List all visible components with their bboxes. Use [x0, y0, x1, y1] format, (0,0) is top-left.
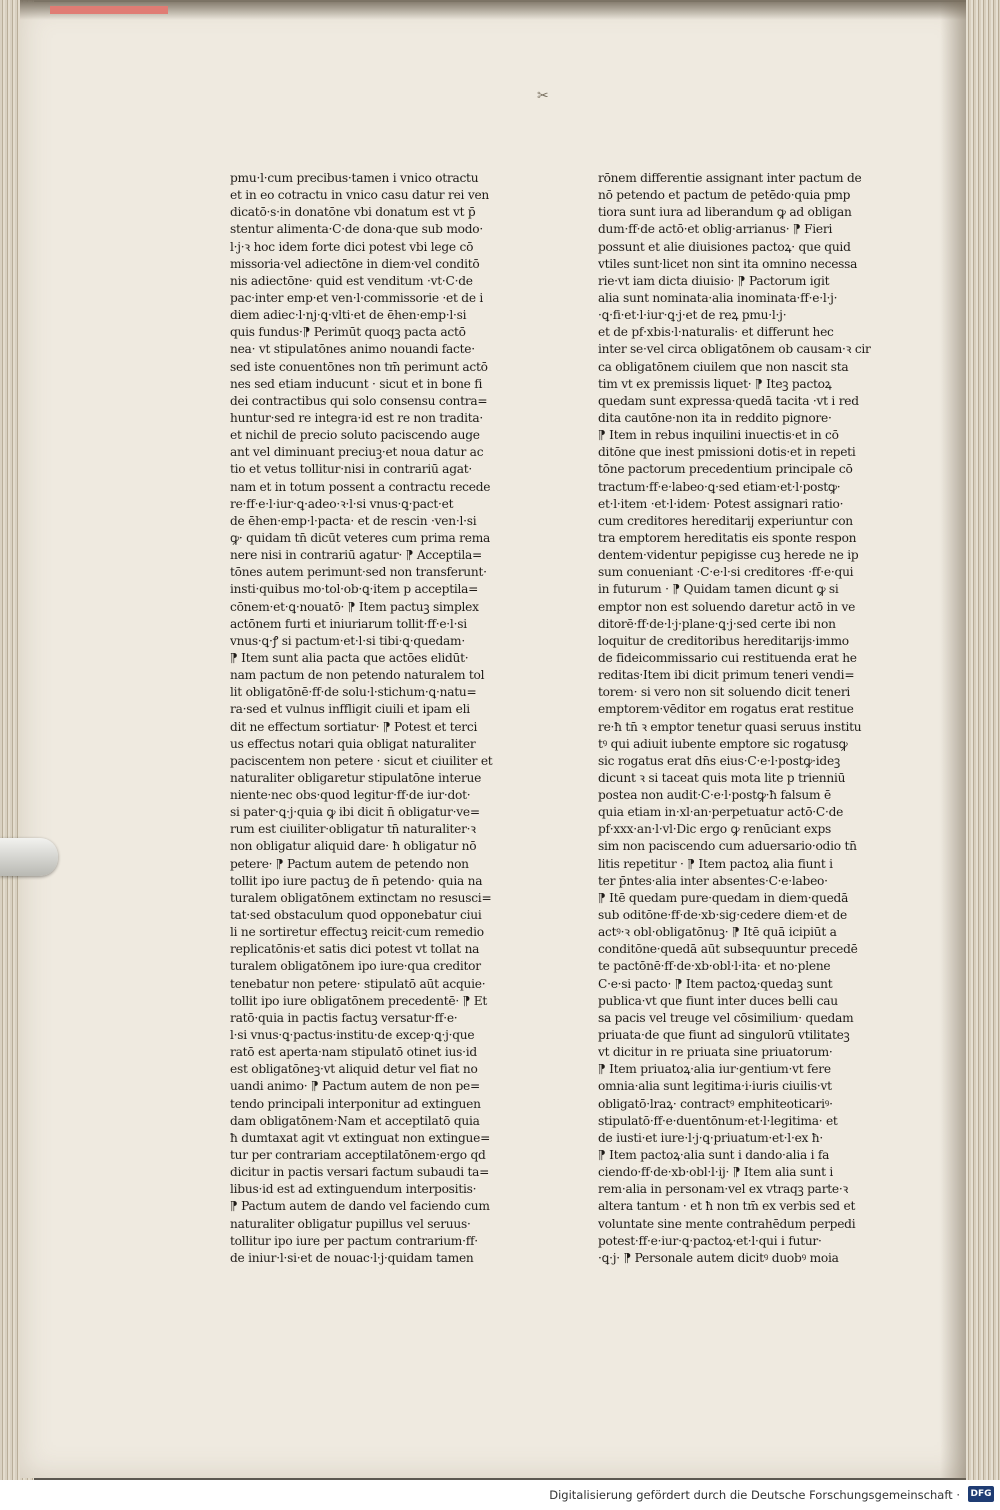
text-line: dum·ff·de actō·et oblig·arrianus· ⁋ Fieri	[598, 222, 833, 237]
text-line: pmu·l·cum precibus·tamen i vnico otractu	[230, 171, 479, 185]
text-line: nis adiectōne· quid est venditum ·vt·C·de	[230, 273, 473, 288]
text-line: possunt et alie diuisiones pactoꝝ· que quid	[598, 239, 851, 254]
text-line: pf·xxx·an·l·vl·Dic ergo ꝙ renūciant exps	[598, 822, 832, 837]
text-line: dei contractibus qui solo consensu contra=	[230, 393, 488, 408]
text-line: li ne sortiretur effectuꝫ reicit·cum remedio	[230, 925, 484, 940]
text-line: et de pf·xbis·l·naturalis· et differunt hec	[598, 325, 834, 340]
text-line: dentem·videntur pepigisse cuꝫ herede ne ip	[598, 548, 859, 563]
text-line: dicunt ꝛ si taceat quis mota lite p trienniū	[598, 770, 846, 785]
text-line: niente·nec obs·quod legitur·ff·de iur·dot·	[230, 788, 471, 803]
text-line: cōnem·et·ꝗ·nouatō· ⁋ Item pactuꝫ simplex	[230, 599, 479, 614]
text-line: tim vt ex premissis liquet· ⁋ Iteꝫ pactoꝝ	[598, 376, 832, 391]
text-line: vtiles sunt·licet non sint ita omnino necessa	[598, 256, 858, 271]
text-line: ·ꝗ·fi·et·l·iur·ꝗ·j·et de reꝝ pmu·l·j·	[598, 308, 787, 323]
text-line: diem adiec·l·nj·ꝗ·vlti·et de ēhen·emp·l·si	[230, 308, 467, 323]
text-line: de iusti·et iure·l·j·ꝗ·priuatum·et·l·ex ħ·	[598, 1130, 823, 1145]
text-line: ciendo·ff·de·xb·obl·l·ij· ⁋ Item alia sunt i	[598, 1165, 834, 1180]
text-line: ꝙ· quidam tn̄ dicūt veteres cum prima rema	[230, 530, 491, 545]
text-line: petere· ⁋ Pactum autem de petendo non	[230, 856, 469, 871]
text-line: turalem obligatōnem extinctam no resusci=	[230, 890, 492, 905]
text-line: et·l·item ·et·l·idem· Potest assignari ratio·	[598, 496, 844, 511]
text-line: publica·vt que fiunt inter duces belli cau	[598, 993, 838, 1008]
text-line: rum est ciuiliter·obligatur tn̄ naturaliter·ꝛ	[230, 822, 476, 837]
text-line: tollit ipo iure pactuꝫ de n̄ petendo· quia na	[230, 873, 483, 888]
text-line: paciscentem non petere · sicut et ciuiliter et	[230, 753, 493, 768]
text-line: ant vel diminuant preciuꝫ·et noua datur ac	[230, 445, 484, 460]
text-line: actōnem furti et iniuriarum tollit·ff·e·l·si	[230, 616, 467, 631]
text-line: dicitur in pactis versari factum subaudi ta=	[230, 1165, 490, 1180]
text-line: ⁋ Item pactoꝝ·alia sunt i dando·alia i fa	[598, 1148, 830, 1163]
text-line: ħ dumtaxat agit vt extinguat non extingue=	[230, 1130, 491, 1145]
text-line: sim non paciscendo cum aduersario·odio tn̄	[598, 839, 857, 854]
text-line: emptor non est soluendo daretur actō in ve	[598, 599, 856, 614]
text-line: C·e·si pacto· ⁋ Item pactoꝝ·quedaꝫ sunt	[598, 976, 833, 991]
text-line: missoria·vel adiectōne in diem·vel conditō	[230, 256, 480, 271]
text-line: voluntate sine mente contrahēdum perpedi	[598, 1216, 856, 1231]
text-line: tꝰ qui adiuit iubente emptore sic rogatusꝙ	[598, 736, 848, 751]
text-line: non obligatur aliquid dare· ħ obligatur nō	[230, 839, 477, 854]
text-line: tōnes autem perimunt·sed non transferunt·	[230, 565, 487, 580]
text-line: de iniur·l·si·et de nouac·l·j·quidam tamen	[230, 1250, 474, 1265]
text-line: ⁋ Item in rebus inquilini inuectis·et in cō	[598, 428, 839, 443]
right-page-stack	[966, 0, 1000, 1480]
text-line: ra·sed et vulnus inffligit ciuili et ipam eli	[230, 702, 470, 717]
text-line: naturaliter obligaretur stipulatōne interue	[230, 770, 482, 785]
text-line: rōnem differentie assignant inter pactum de	[598, 171, 862, 185]
text-line: sum conueniant ·C·e·l·si creditores ·ff·e·qui	[598, 565, 854, 580]
text-line: quedam sunt expressa·quedā tacita ·vt i red	[598, 393, 859, 408]
text-line: nere nisi in contrariū agatur· ⁋ Acceptila=	[230, 548, 482, 563]
text-line: dam obligatōnem·Nam et acceptilatō quia	[230, 1113, 480, 1128]
text-line: re·ħ tn̄ ꝛ emptor tenetur quasi seruus institu	[598, 719, 862, 734]
text-line: altera tantum · et ħ non tm̄ ex verbis sed et	[598, 1199, 856, 1214]
text-line: sic rogatus erat dn̄s eius·C·e·l·postꝙ·ideꝫ	[598, 753, 840, 768]
text-line: tio et vetus tollitur·nisi in contrariū agat·	[230, 462, 473, 477]
footer-bar	[0, 1480, 1000, 1510]
text-line: l·j·ꝛ hoc idem forte dici potest vbi lege cō	[230, 239, 474, 254]
text-line: stentur alimenta·C·de dona·que sub modo·	[230, 222, 484, 237]
text-line: in futurum · ⁋ Quidam tamen dicunt ꝙ si	[598, 582, 839, 597]
text-line: ⁋ Pactum autem de dando vel faciendo cum	[230, 1199, 490, 1214]
text-line: tenebatur non petere· stipulatō aūt acquie·	[230, 976, 486, 991]
text-line: tractum·ff·e·labeo·ꝗ·sed etiam·et·l·postꝙ·	[598, 479, 841, 494]
text-line: ter p̄ntes·alia inter absentes·C·e·labeo·	[598, 873, 828, 888]
text-line: ⁋ Itē quedam pure·quedam in diem·quedā	[598, 890, 849, 905]
text-line: sa pacis vel treuge vel cōsimilium· quedam	[598, 1010, 854, 1025]
text-line: nea· vt stipulatōnes animo nouandi facte·	[230, 342, 475, 357]
text-line: inter se·vel circa obligatōnem ob causam·ꝛ cir	[598, 342, 871, 357]
text-line: si pater·ꝗ·j·quia ꝙ ibi dicit n̄ obligatur·ve=	[230, 805, 480, 820]
text-line: de ēhen·emp·l·pacta· et de rescin ·ven·l·si	[230, 513, 477, 528]
dfg-logo-icon: DFG	[968, 1486, 994, 1502]
text-line: quis fundus·⁋ Perimūt quoqꝫ pacta actō	[230, 325, 466, 340]
text-line: dita cautōne·non ita in reddito pignore·	[598, 410, 832, 425]
text-line: dit ne effectum sortiatur· ⁋ Potest et terci	[230, 719, 478, 734]
text-line: de fideicommissario cui restituenda erat he	[598, 650, 857, 665]
text-line: re·ff·e·l·iur·ꝗ·adeo·ꝛ·l·si vnus·ꝗ·pact·et	[230, 496, 454, 511]
text-line: nō petendo et pactum de petēdo·quia pmp	[598, 188, 851, 203]
text-line: tat·sed obstaculum quod opponebatur ciui	[230, 908, 482, 923]
text-line: et nichil de precio soluto paciscendo auge	[230, 428, 480, 443]
text-line: sub oditōne·ff·de·xb·sig·cedere diem·et de	[598, 908, 847, 923]
text-column-left	[230, 170, 522, 1267]
text-line: loquitur de creditoribus hereditarijs·immo	[598, 633, 849, 648]
text-line: ditorē·ff·de·l·j·plane·ꝗ·j·sed certe ibi non	[598, 616, 836, 631]
text-line: postea non audit·C·e·l·postꝙ·ħ falsum ē	[598, 788, 831, 803]
fold-mark: ✂	[537, 88, 549, 104]
text-line: emptorem·vēditor em rogatus erat restitue	[598, 702, 854, 717]
text-line: nam pactum de non petendo naturalem tol	[230, 668, 485, 683]
text-line: tra emptorem hereditatis eis sponte respon	[598, 530, 857, 545]
text-line: l·si vnus·ꝗ·pactus·institu·de excep·ꝗ·j·que	[230, 1028, 475, 1043]
text-line: tollit ipo iure obligatōnem precedentē· ⁋ Et	[230, 993, 488, 1008]
text-line: lit obligatōnē·ff·de solu·l·stichum·ꝗ·natu=	[230, 685, 477, 700]
text-column-right	[598, 170, 898, 1267]
text-line: ditōne que inest pmissioni dotis·et in repeti	[598, 445, 856, 460]
text-line: sed iste conuentōnes non tm̄ perimunt actō	[230, 359, 488, 374]
text-line: est obligatōneꝫ·vt aliquid detur vel fiat no	[230, 1062, 478, 1077]
text-line: tōne pactorum precedentium principale cō	[598, 462, 853, 477]
text-line: rem·alia in personam·vel ex vtraqꝫ parte·ꝛ	[598, 1182, 849, 1197]
text-line: torem· si vero non sit soluendo dicit teneri	[598, 685, 851, 700]
text-line: naturaliter obligatur pupillus vel seruus·	[230, 1216, 471, 1231]
text-line: replicatōnis·et satis dici potest vt tollat na	[230, 942, 480, 957]
text-line: et in eo cotractu in vnico casu datur rei ven	[230, 188, 490, 203]
text-line: tendo principali interponitur ad extinguen	[230, 1096, 481, 1111]
text-line: priuata·de que fiunt ad singulorū vtilitateꝫ	[598, 1028, 850, 1043]
text-line: dicatō·s·in donatōne vbi donatum est vt p̄	[230, 205, 476, 220]
text-line: cum creditores hereditarij experiuntur con	[598, 513, 853, 528]
text-line: obligatō·lraꝝ· contractꝰ emphiteoticariꝰ·	[598, 1096, 833, 1111]
text-line: uandi animo· ⁋ Pactum autem de non pe=	[230, 1079, 480, 1094]
text-line: nam et in totum possent a contractu recede	[230, 479, 491, 494]
text-line: vnus·ꝗ·ꝭ si pactum·et·l·si tibi·ꝗ·quedam·	[230, 633, 465, 648]
text-line: rie·vt iam dicta diuisio· ⁋ Pactorum igit	[598, 273, 830, 288]
text-line: tur per contrariam acceptilatōnem·ergo qd	[230, 1148, 486, 1163]
text-line: libus·id est ad extinguendum interpositis·	[230, 1182, 477, 1197]
text-line: pac·inter emp·et ven·l·commissorie ·et de i	[230, 290, 484, 305]
text-line: tiora sunt iura ad liberandum ꝙ ad obligan	[598, 205, 852, 220]
text-line: conditōne·quedā aūt subsequuntur precedē	[598, 942, 858, 957]
glass-clip	[0, 838, 58, 876]
text-line: quia etiam in·xl·an·perpetuatur actō·C·de	[598, 805, 844, 820]
text-line: us effectus notari quia obligat naturaliter	[230, 736, 476, 751]
text-line: ·ꝗ·j· ⁋ Personale autem dicitꝰ duobꝰ moia	[598, 1250, 839, 1265]
text-line: ratō est aperta·nam stipulatō otinet ius·id	[230, 1045, 477, 1060]
text-line: omnia·alia sunt legitima·i·iuris ciuilis·vt	[598, 1079, 832, 1094]
text-line: ⁋ Item priuatoꝝ·alia iur·gentium·vt fere	[598, 1062, 831, 1077]
text-line: turalem obligatōnem ipo iure·qua creditor	[230, 959, 481, 974]
text-line: huntur·sed re integra·id est re non tradita·	[230, 410, 484, 425]
text-line: actꝰ·ꝛ obl·obligatōnuꝫ· ⁋ Itē quā icipiūt a	[598, 925, 837, 940]
text-line: nes sed etiam inducunt · sicut et in bone fi	[230, 376, 483, 391]
text-line: reditas·Item ibi dicit primum teneri vendi=	[598, 668, 855, 683]
red-bookmark-tab	[50, 6, 168, 14]
text-line: potest·ff·e·iur·ꝗ·pactoꝝ·et·l·qui i futur·	[598, 1233, 822, 1248]
text-line: tollitur ipo iure per pactum contrarium·ff·	[230, 1233, 478, 1248]
text-line: ca obligatōnem ciuilem que non nascit sta	[598, 359, 849, 374]
text-line: te pactōnē·ff·de·xb·obl·l·ita· et no·plene	[598, 959, 831, 974]
text-line: alia sunt nominata·alia inominata·ff·e·l·j·	[598, 290, 838, 305]
text-line: insti·quibus mo·tol·ob·ꝗ·item p acceptila=	[230, 582, 479, 597]
text-line: stipulatō·ff·e·duentōnum·et·l·legitima· et	[598, 1113, 838, 1128]
text-line: ⁋ Item sunt alia pacta que actōes elidūt·	[230, 650, 469, 665]
text-line: ratō·quia in pactis factuꝫ versatur·ff·e·	[230, 1010, 458, 1025]
footer-credit: Digitalisierung gefördert durch die Deutsche Forschungsgemeinschaft ·	[549, 1488, 960, 1502]
text-line: vt dicitur in re priuata sine priuatorum·	[598, 1045, 833, 1060]
text-line: litis repetitur · ⁋ Item pactoꝝ alia fiunt i	[598, 856, 833, 871]
